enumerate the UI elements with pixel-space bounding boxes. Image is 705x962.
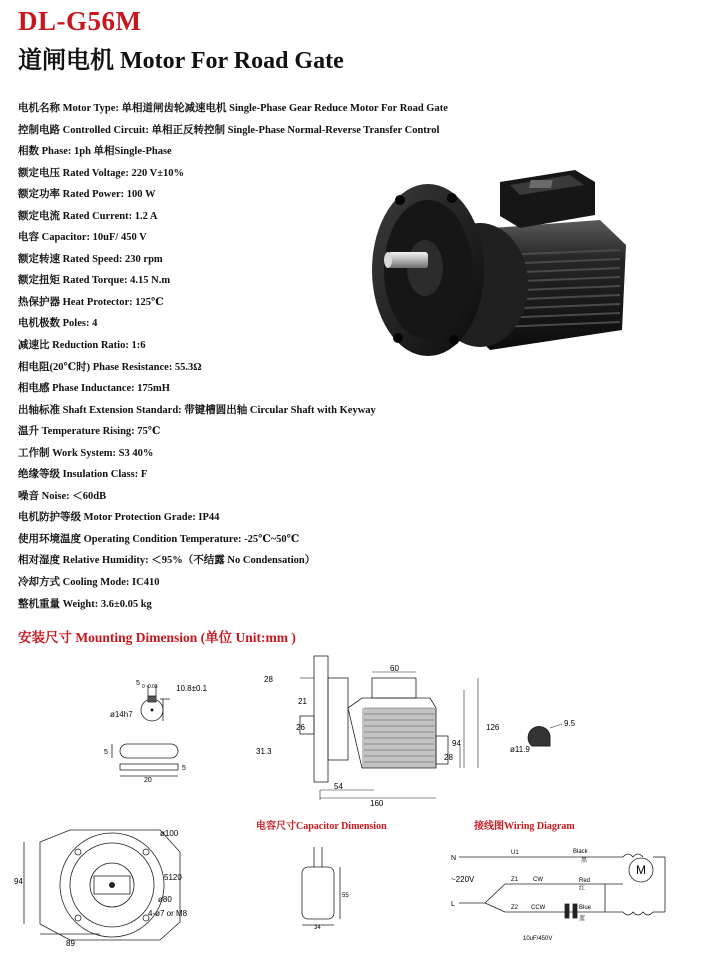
spec-item: 出轴标准 Shaft Extension Standard: 带键槽圆出轴 Circular Shaft with Keyway xyxy=(18,404,376,416)
flange-holes: 4-ø7 or M8 xyxy=(148,909,188,918)
spec-item: 电容 Capacitor: 10uF/ 450 V xyxy=(18,232,147,244)
dim-21: 21 xyxy=(298,697,307,706)
flange-dia-100: ø100 xyxy=(160,829,179,838)
end-shaft-dia: ø11.9 xyxy=(510,745,530,754)
spec-item: 热保护器 Heat Protector: 125℃ xyxy=(18,296,164,308)
product-title: 道闸电机 Motor For Road Gate xyxy=(18,48,344,74)
key-width-label: 5 xyxy=(136,680,140,687)
wire-z2: Z2 xyxy=(511,905,519,911)
wire-l: L xyxy=(451,901,455,908)
capacitor-height: 55 xyxy=(342,893,349,899)
spec-item: 冷却方式 Cooling Mode: IC410 xyxy=(18,577,160,589)
spec-item: 电机防护等级 Motor Protection Grade: IP44 xyxy=(18,512,220,524)
spec-item: 温升 Temperature Rising: 75℃ xyxy=(18,426,161,438)
spec-item: 相数 Phase: 1ph 单相Single-Phase xyxy=(18,146,172,158)
wire-red-cn: 红 xyxy=(579,886,586,892)
dim-54: 54 xyxy=(334,782,343,791)
dim-28-top: 28 xyxy=(264,675,273,684)
spec-item: 噪音 Noise: ＜60dB xyxy=(18,490,107,502)
dim-28: 28 xyxy=(444,753,453,762)
dim-94: 94 xyxy=(452,739,461,748)
wire-black: Black xyxy=(573,849,588,855)
key-depth-label: 10.8±0.1 xyxy=(176,684,208,693)
dim-126: 126 xyxy=(486,723,500,732)
wire-black-cn: 黑 xyxy=(581,858,588,864)
dim-26: 26 xyxy=(296,723,305,732)
spec-item: 相电感 Phase Inductance: 175mH xyxy=(18,383,170,395)
motor-photo xyxy=(370,160,640,365)
key-part-drawing xyxy=(100,738,200,783)
spec-item: 电机极数 Poles: 4 xyxy=(18,318,98,330)
spec-item: 减速比 Reduction Ratio: 1:6 xyxy=(18,340,146,352)
capacitor-drawing xyxy=(290,845,360,930)
wire-red: Red xyxy=(579,878,591,884)
wire-voltage: ~220V xyxy=(451,875,475,884)
wire-cw: CW xyxy=(533,877,543,883)
wire-n: N xyxy=(451,855,457,862)
flange-dia-5120: 5120 xyxy=(164,873,182,882)
shaft-dia-label: ø14h7 xyxy=(110,710,133,719)
wiring-caption: 接线图Wiring Diagram xyxy=(474,821,575,832)
mounting-section-title: 安装尺寸 Mounting Dimension (单位 Unit:mm ) xyxy=(18,630,296,645)
end-shaft-flat: 9.5 xyxy=(564,719,576,728)
flange-dia-80: ø80 xyxy=(158,895,172,904)
dim-31-3: 31.3 xyxy=(256,747,272,756)
key-tolerance-label: 0 -0.03 xyxy=(142,684,158,690)
spec-item: 额定转速 Rated Speed: 230 rpm xyxy=(18,253,163,265)
wire-u1: U1 xyxy=(511,850,519,856)
key-part-length: 20 xyxy=(144,777,152,784)
wire-z1: Z1 xyxy=(511,877,519,883)
spec-item: 额定电压 Rated Voltage: 220 V±10% xyxy=(18,167,184,179)
capacitor-caption: 电容尺寸Capacitor Dimension xyxy=(256,821,387,832)
wire-cap-value: 10uF/450V xyxy=(523,936,553,942)
spec-item: 控制电路 Controlled Circuit: 单相正反转控制 Single-Phase Normal-Reverse Transfer Control xyxy=(18,124,440,136)
wire-blue: Blue xyxy=(579,905,592,911)
dim-60: 60 xyxy=(390,664,399,673)
flange-front-drawing xyxy=(10,822,220,952)
spec-item: 额定扭矩 Rated Torque: 4.15 N.m xyxy=(18,275,171,287)
key-part-height: 5 xyxy=(182,765,186,772)
spec-item: 工作制 Work System: S3 40% xyxy=(18,447,154,459)
flange-height-94: 94 xyxy=(14,877,23,886)
motor-side-view-drawing xyxy=(250,650,520,810)
end-shaft-drawing xyxy=(510,716,590,756)
spec-item: 额定电流 Rated Current: 1.2 A xyxy=(18,210,158,222)
motor-symbol: M xyxy=(636,863,646,877)
spec-item: 相电阻(20℃时) Phase Resistance: 55.3Ω xyxy=(18,361,202,373)
wire-blue-cn: 蓝 xyxy=(579,916,586,922)
dim-160: 160 xyxy=(370,799,384,808)
flange-width-89: 89 xyxy=(66,939,75,948)
model-number: DL-G56M xyxy=(18,6,142,36)
wiring-diagram xyxy=(445,840,675,950)
wire-ccw: CCW xyxy=(531,905,546,911)
spec-item: 额定功率 Rated Power: 100 W xyxy=(18,189,156,201)
key-part-width: 5 xyxy=(104,749,108,756)
spec-item: 使用环境温度 Operating Condition Temperature: -25℃~50℃ xyxy=(18,533,300,545)
spec-item: 整机重量 Weight: 3.6±0.05 kg xyxy=(18,598,152,610)
spec-item: 电机名称 Motor Type: 单相道闸齿轮减速电机 Single-Phase Gear Reduce Motor For Road Gate xyxy=(18,103,448,114)
capacitor-width: 34 xyxy=(314,925,321,931)
spec-item: 绝缘等级 Insulation Class: F xyxy=(18,469,148,481)
spec-item: 相对湿度 Relative Humidity: ＜95%（不结露 No Condensation） xyxy=(18,555,316,567)
